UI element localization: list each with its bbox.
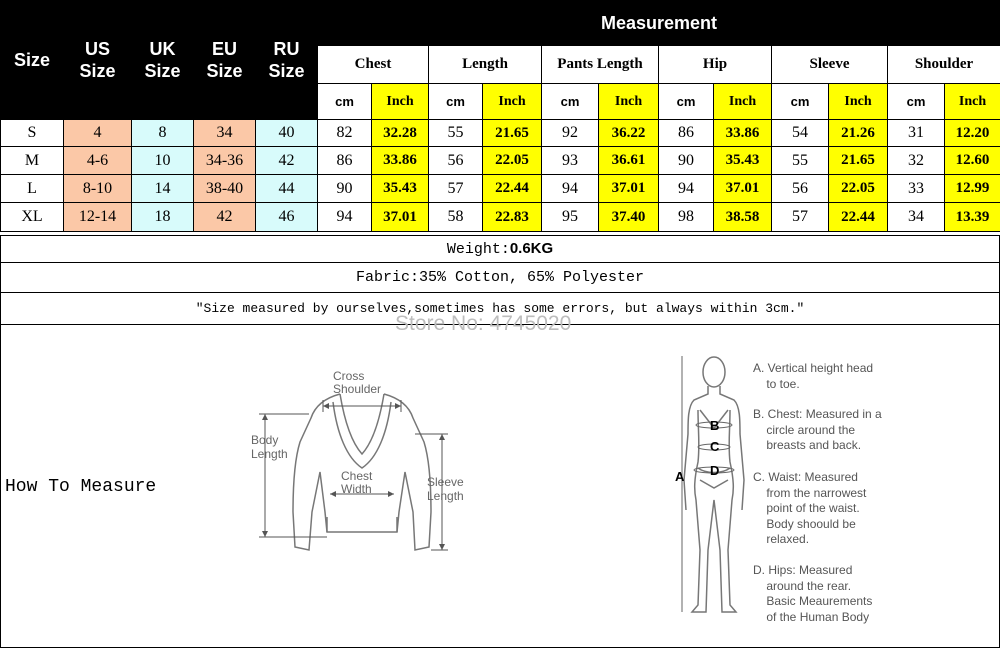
legend-line: A. Vertical height head	[753, 361, 874, 375]
unit-inch: Inch	[599, 84, 659, 120]
cm-value: 82	[318, 120, 372, 147]
width-label-2: Width	[341, 482, 372, 496]
inch-value: 12.20	[945, 120, 1000, 147]
unit-inch: Inch	[945, 84, 1000, 120]
length-label-2: Length	[251, 447, 288, 461]
legend-line: D. Hips: Measured	[753, 563, 853, 577]
us-cell: 12-14	[64, 203, 132, 232]
cm-value: 34	[888, 203, 945, 232]
unit-inch: Inch	[714, 84, 772, 120]
eu-cell: 34-36	[194, 147, 256, 175]
cm-value: 94	[318, 203, 372, 232]
eu-cell: 38-40	[194, 175, 256, 203]
eu-cell: 42	[194, 203, 256, 232]
legend-item	[753, 361, 873, 392]
store-watermark: Store No: 4745020	[395, 312, 572, 335]
legend-line: B. Chest: Measured in a	[753, 407, 882, 421]
cm-value: 56	[772, 175, 829, 203]
cm-value: 32	[888, 147, 945, 175]
table-row	[1, 147, 1000, 175]
uk-cell: 8	[132, 120, 194, 147]
ru-cell: 42	[256, 147, 318, 175]
legend-item	[753, 563, 872, 625]
cm-value: 57	[429, 175, 483, 203]
inch-value: 37.40	[599, 203, 659, 232]
cm-value: 86	[659, 120, 714, 147]
legend-item	[753, 407, 882, 454]
us-size-header: US Size	[64, 1, 132, 120]
cm-value: 33	[888, 175, 945, 203]
inch-value: 22.05	[829, 175, 888, 203]
legend-line: breasts and back.	[753, 438, 862, 452]
cm-value: 90	[318, 175, 372, 203]
measurement-header: Measurement	[318, 1, 1000, 46]
inch-value: 21.26	[829, 120, 888, 147]
table-row	[1, 203, 1000, 232]
cm-value: 94	[542, 175, 599, 203]
uk-cell: 14	[132, 175, 194, 203]
cm-value: 86	[318, 147, 372, 175]
marker-b: B	[710, 418, 720, 433]
eu-size-header: EU Size	[194, 1, 256, 120]
ru-cell: 40	[256, 120, 318, 147]
marker-c: C	[710, 439, 720, 454]
legend-line: C. Waist: Measured	[753, 470, 858, 484]
category-header: Sleeve	[772, 46, 888, 84]
category-header: Shoulder	[888, 46, 1000, 84]
body-label-1: Body	[251, 433, 279, 447]
inch-value: 12.60	[945, 147, 1000, 175]
category-header: Chest	[318, 46, 429, 84]
size-rows	[1, 120, 1000, 232]
size-cell: S	[1, 120, 64, 147]
inch-value: 36.61	[599, 147, 659, 175]
cm-value: 92	[542, 120, 599, 147]
ru-size-header: RU Size	[256, 1, 318, 120]
inch-value: 37.01	[599, 175, 659, 203]
uk-size-header: UK Size	[132, 1, 194, 120]
inch-value: 36.22	[599, 120, 659, 147]
cm-value: 57	[772, 203, 829, 232]
legend-line: from the narrowest	[753, 485, 867, 500]
inch-value: 22.44	[829, 203, 888, 232]
inch-value: 13.39	[945, 203, 1000, 232]
cm-value: 94	[659, 175, 714, 203]
table-row	[1, 175, 1000, 203]
legend-line: Basic Meaurements	[753, 594, 873, 608]
unit-cm: cm	[542, 84, 599, 120]
unit-cm: cm	[659, 84, 714, 120]
legend-line: of the Human Body	[753, 609, 870, 624]
category-header: Pants Length	[542, 46, 659, 84]
unit-inch: Inch	[829, 84, 888, 120]
table-row	[1, 120, 1000, 147]
inch-value: 21.65	[829, 147, 888, 175]
inch-value: 33.86	[714, 120, 772, 147]
cm-value: 56	[429, 147, 483, 175]
cm-value: 93	[542, 147, 599, 175]
marker-d: D	[710, 463, 720, 478]
inch-value: 38.58	[714, 203, 772, 232]
cm-value: 90	[659, 147, 714, 175]
length-label-3: Length	[427, 489, 464, 503]
unit-cm: cm	[772, 84, 829, 120]
legend-item	[753, 470, 866, 548]
legend-line: relaxed.	[753, 532, 810, 546]
weight-info: Weight:0.6KG	[0, 235, 1000, 263]
shoulder-label-2: Shoulder	[333, 382, 382, 396]
uk-cell: 10	[132, 147, 194, 175]
cm-value: 98	[659, 203, 714, 232]
eu-cell: 34	[194, 120, 256, 147]
cm-value: 55	[772, 147, 829, 175]
size-cell: M	[1, 147, 64, 175]
legend-line: around the rear.	[753, 578, 852, 593]
size-cell: XL	[1, 203, 64, 232]
size-header: Size	[1, 1, 64, 120]
inch-value: 35.43	[372, 175, 429, 203]
sleeve-label-1: Sleeve	[427, 475, 464, 489]
how-to-measure-label: How To Measure	[5, 477, 157, 497]
uk-cell: 18	[132, 203, 194, 232]
inch-value: 37.01	[372, 203, 429, 232]
cross-label-1: Cross	[333, 369, 365, 383]
inch-value: 22.05	[483, 147, 542, 175]
unit-inch: Inch	[483, 84, 542, 120]
unit-cm: cm	[429, 84, 483, 120]
inch-value: 32.28	[372, 120, 429, 147]
legend-line: circle around the	[753, 422, 856, 437]
unit-inch: Inch	[372, 84, 429, 120]
inch-value: 22.83	[483, 203, 542, 232]
size-table	[0, 0, 1000, 232]
cm-value: 31	[888, 120, 945, 147]
legend-line: point of the waist.	[753, 501, 860, 515]
unit-cm: cm	[888, 84, 945, 120]
fabric-info: Fabric:35% Cotton, 65% Polyester	[0, 262, 1000, 293]
us-cell: 4-6	[64, 147, 132, 175]
category-header: Length	[429, 46, 542, 84]
us-cell: 8-10	[64, 175, 132, 203]
inch-value: 12.99	[945, 175, 1000, 203]
cm-value: 58	[429, 203, 483, 232]
marker-a: A	[675, 469, 685, 484]
inch-value: 33.86	[372, 147, 429, 175]
cm-value: 95	[542, 203, 599, 232]
unit-cm: cm	[318, 84, 372, 120]
us-cell: 4	[64, 120, 132, 147]
chest-label-1: Chest	[341, 469, 373, 483]
weight-value: 0.6KG	[509, 240, 554, 257]
inch-value: 35.43	[714, 147, 772, 175]
category-header: Hip	[659, 46, 772, 84]
legend-line: Body shoould be	[753, 516, 856, 531]
size-cell: L	[1, 175, 64, 203]
ru-cell: 44	[256, 175, 318, 203]
inch-value: 21.65	[483, 120, 542, 147]
measurement-note: "Size measured by ourselves,sometimes has some errors, but always within 3cm."	[0, 292, 1000, 325]
inch-value: 22.44	[483, 175, 542, 203]
inch-value: 37.01	[714, 175, 772, 203]
cm-value: 54	[772, 120, 829, 147]
ru-cell: 46	[256, 203, 318, 232]
shirt-diagram	[245, 362, 485, 572]
cm-value: 55	[429, 120, 483, 147]
legend-line: to toe.	[753, 376, 800, 391]
